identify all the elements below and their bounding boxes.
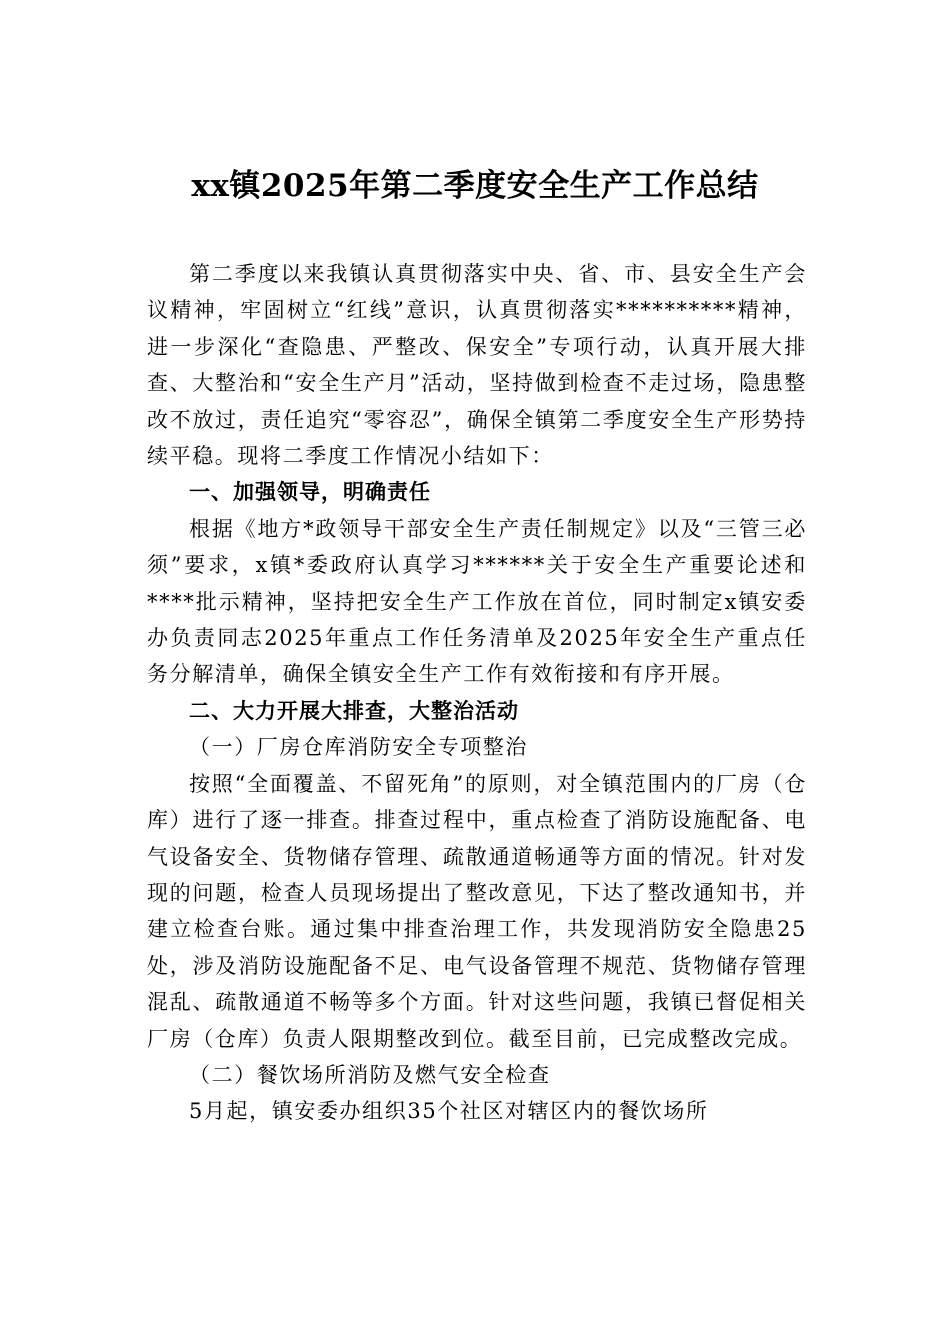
document-body xyxy=(147,256,807,1130)
catering-paragraph: 5月起，镇安委办组织35个社区对辖区内的餐饮场所 xyxy=(189,1099,709,1124)
section-heading-leadership: 一、加强领导，明确责任 xyxy=(189,480,431,505)
subsection-heading-catering: （二）餐饮场所消防及燃气安全检查 xyxy=(189,1062,551,1087)
document-title: xx镇2025年第二季度安全生产工作总结 xyxy=(191,168,759,204)
warehouse-paragraph: 按照“全面覆盖、不留死角”的原则，对全镇范围内的厂房（仓库）进行了逐一排查。排查过程中，重点检查了消防设施配备、电气设备安全、货物储存管理、疏散通道畅通等方面的情况。针对发现的问题，检查人员现场提出了整改意见，下达了整改通知书，并建立检查台账。通过集中排查治理工作，共发现消防安全隐患25处，涉及消防设施配备不足、电气设备管理不规范、货物储存管理混乱、疏散通道不畅等多个方面。针对这些问题，我镇已督促相关厂房（仓库）负责人限期整改到位。截至目前，已完成整改完成。 xyxy=(147,771,807,1051)
intro-paragraph: 第二季度以来我镇认真贯彻落实中央、省、市、县安全生产会议精神，牢固树立“红线”意识，认真贯彻落实**********精神，进一步深化“查隐患、严整改、保安全”专项行动，认真开展大排查、大整治和“安全生产月”活动，坚持做到检查不走过场，隐患整改不放过，责任追究“零容忍”，确保全镇第二季度安全生产形势持续平稳。现将二季度工作情况小结如下： xyxy=(147,262,807,469)
leadership-paragraph: 根据《地方*政领导干部安全生产责任制规定》以及“三管三必须”要求，x镇*委政府认真学习******关于安全生产重要论述和****批示精神，坚持把安全生产工作放在首位，同时制定x镇安委办负责同志2025年重点工作任务清单及2025年安全生产重点任务分解清单，确保全镇安全生产工作有效衔接和有序开展。 xyxy=(147,516,807,687)
section-heading-inspection: 二、大力开展大排查，大整治活动 xyxy=(189,698,519,723)
subsection-heading-warehouse: （一）厂房仓库消防安全专项整治 xyxy=(189,735,528,760)
